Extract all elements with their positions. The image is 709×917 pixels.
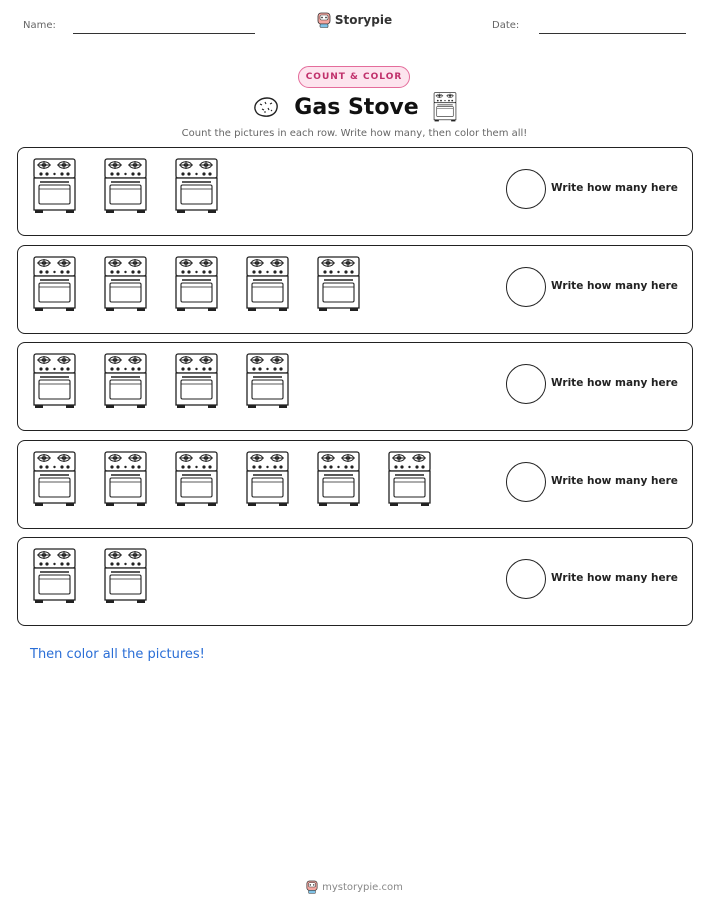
gas-stove-icon[interactable] xyxy=(316,451,361,507)
site-url: mystorypie.com xyxy=(322,881,403,893)
gas-stove-icon[interactable] xyxy=(32,353,77,409)
gas-stove-icon[interactable] xyxy=(103,451,148,507)
gas-stove-icon[interactable] xyxy=(174,353,219,409)
gas-stove-icon[interactable] xyxy=(103,158,148,214)
name-label: Name: xyxy=(23,20,56,31)
brand-logo xyxy=(0,12,709,28)
stove-group xyxy=(32,158,219,214)
gas-stove-icon[interactable] xyxy=(174,256,219,312)
category-badge: COUNT & COLOR xyxy=(298,66,410,88)
title-row xyxy=(0,92,709,122)
count-row xyxy=(17,440,693,529)
answer-label: Write how many here xyxy=(551,279,678,292)
gas-stove-icon[interactable] xyxy=(316,256,361,312)
gas-stove-icon[interactable] xyxy=(103,353,148,409)
gas-stove-icon[interactable] xyxy=(174,158,219,214)
count-row xyxy=(17,245,693,334)
gas-stove-icon[interactable] xyxy=(32,548,77,604)
stove-group xyxy=(32,548,148,604)
answer-circle[interactable] xyxy=(506,169,546,209)
gas-stove-icon[interactable] xyxy=(103,548,148,604)
gas-stove-icon[interactable] xyxy=(32,256,77,312)
answer-label: Write how many here xyxy=(551,377,678,389)
stove-group xyxy=(32,451,432,507)
instructions: Count the pictures in each row. Write how many, then color them all! xyxy=(181,128,528,139)
gas-stove-icon[interactable] xyxy=(32,158,77,214)
count-row xyxy=(17,147,693,236)
mascot-icon xyxy=(317,12,331,28)
answer-circle[interactable] xyxy=(506,559,546,599)
stove-group xyxy=(32,256,361,312)
stove-group xyxy=(32,353,290,409)
cookie-icon xyxy=(252,95,280,119)
date-line[interactable] xyxy=(539,33,686,34)
gas-stove-icon[interactable] xyxy=(103,256,148,312)
gas-stove-icon[interactable] xyxy=(174,451,219,507)
answer-circle[interactable] xyxy=(506,462,546,502)
site-footer xyxy=(0,880,709,894)
gas-stove-icon[interactable] xyxy=(245,256,290,312)
gas-stove-icon[interactable] xyxy=(32,451,77,507)
answer-label: Write how many here xyxy=(551,474,678,487)
gas-stove-icon[interactable] xyxy=(245,451,290,507)
answer-label: Write how many here xyxy=(551,572,678,584)
color-instruction: Then color all the pictures! xyxy=(30,647,205,662)
count-row xyxy=(17,342,693,431)
answer-label: Write how many here xyxy=(551,182,678,194)
answer-circle[interactable] xyxy=(506,267,546,307)
mascot-icon xyxy=(306,880,318,894)
count-row xyxy=(17,537,693,626)
name-line[interactable] xyxy=(73,33,255,34)
stove-icon xyxy=(433,92,457,122)
page-title: Gas Stove xyxy=(294,94,419,120)
gas-stove-icon[interactable] xyxy=(245,353,290,409)
brand-name: Storypie xyxy=(334,13,393,27)
date-label: Date: xyxy=(492,20,520,31)
gas-stove-icon[interactable] xyxy=(387,451,432,507)
answer-circle[interactable] xyxy=(506,364,546,404)
